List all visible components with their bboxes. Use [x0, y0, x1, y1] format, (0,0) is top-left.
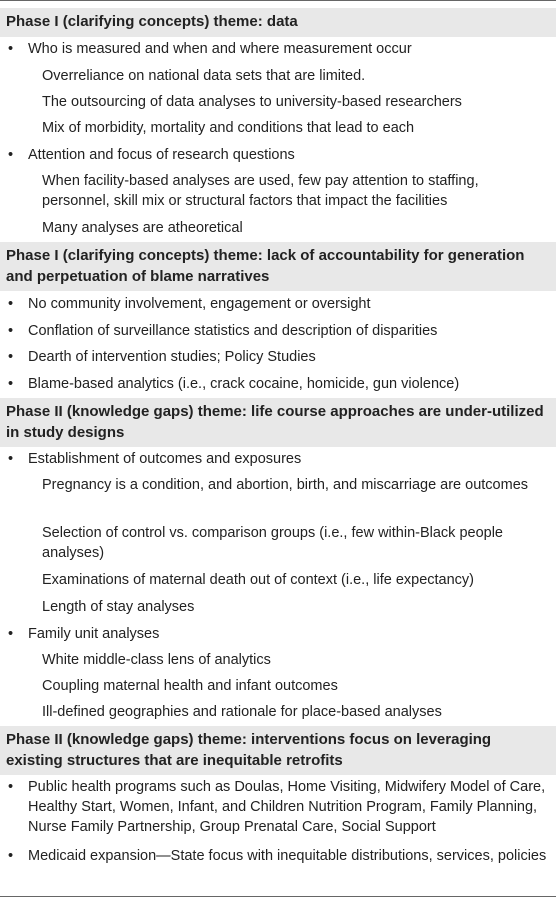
bullet-icon: •: [8, 451, 14, 467]
bullet-item: [0, 371, 556, 397]
sub-item: Many analyses are atheoretical: [42, 220, 243, 236]
bullet-item: [0, 36, 556, 62]
sub-item: Pregnancy is a condition, and abortion, birth, and miscarriage are outcomes: [42, 477, 529, 493]
table-bottom-rule: [0, 896, 556, 897]
bullet-item: [0, 142, 556, 168]
bullet-icon: •: [8, 296, 14, 312]
bullet-item: [0, 344, 556, 370]
sub-item: White middle-class lens of analytics: [42, 652, 271, 668]
bullet-icon: •: [8, 848, 14, 864]
bullet-text: Family unit analyses: [28, 626, 160, 642]
table-top-rule: [0, 0, 556, 1]
bullet-icon: •: [8, 779, 14, 795]
bullet-item: [0, 843, 556, 869]
bullet-text: Dearth of intervention studies; Policy Studies: [28, 349, 316, 365]
section-heading: Phase II (knowledge gaps) theme: life course approaches are under-utilized in study designs: [0, 398, 556, 447]
bullet-item: [0, 774, 556, 840]
bullet-icon: •: [8, 349, 14, 365]
bullet-text: Attention and focus of research questions: [28, 147, 295, 163]
bullet-text: Establishment of outcomes and exposures: [28, 451, 302, 467]
sub-item: Selection of control vs. comparison groups (i.e., few within-Black people analyses): [42, 525, 503, 561]
bullet-icon: •: [8, 41, 14, 57]
sub-item: Coupling maternal health and infant outcomes: [42, 678, 338, 694]
section-heading: Phase II (knowledge gaps) theme: interventions focus on leveraging existing structures that are inequitable retrofits: [0, 726, 556, 775]
sub-item: Overreliance on national data sets that are limited.: [42, 68, 366, 84]
bullet-text: No community involvement, engagement or oversight: [28, 296, 371, 312]
bullet-item: [0, 621, 556, 647]
sub-item: Length of stay analyses: [42, 599, 195, 615]
section-heading: Phase I (clarifying concepts) theme: data: [0, 8, 556, 37]
bullet-icon: •: [8, 147, 14, 163]
bullet-icon: •: [8, 626, 14, 642]
bullet-icon: •: [8, 323, 14, 339]
bullet-text: Who is measured and when and where measurement occur: [28, 41, 412, 57]
bullet-item: [0, 291, 556, 317]
bullet-text: Blame-based analytics (i.e., crack cocaine, homicide, gun violence): [28, 376, 460, 392]
bullet-item: [0, 318, 556, 344]
sub-item: Mix of morbidity, mortality and conditions that lead to each: [42, 120, 415, 136]
section-heading: Phase I (clarifying concepts) theme: lack of accountability for generation and perpetuation of blame narratives: [0, 242, 556, 291]
sub-item: When facility-based analyses are used, few pay attention to staffing, personnel, skill mix or structural factors that impact the facilities: [42, 173, 479, 209]
bullet-text: Public health programs such as Doulas, Home Visiting, Midwifery Model of Care, Healthy Start, Women, Infant, and Children Nutrition Program, Family Planning, Nurse Family Partnership, Group Prenatal Care, Social Support: [28, 779, 546, 835]
bullet-icon: •: [8, 376, 14, 392]
sub-item: The outsourcing of data analyses to university-based researchers: [42, 94, 462, 110]
bullet-text: Medicaid expansion—State focus with inequitable distributions, services, policies: [28, 848, 547, 864]
bullet-text: Conflation of surveillance statistics and description of disparities: [28, 323, 438, 339]
sub-item: Examinations of maternal death out of context (i.e., life expectancy): [42, 572, 475, 588]
sub-item: Ill-defined geographies and rationale for place-based analyses: [42, 704, 442, 720]
bullet-item: [0, 446, 556, 472]
